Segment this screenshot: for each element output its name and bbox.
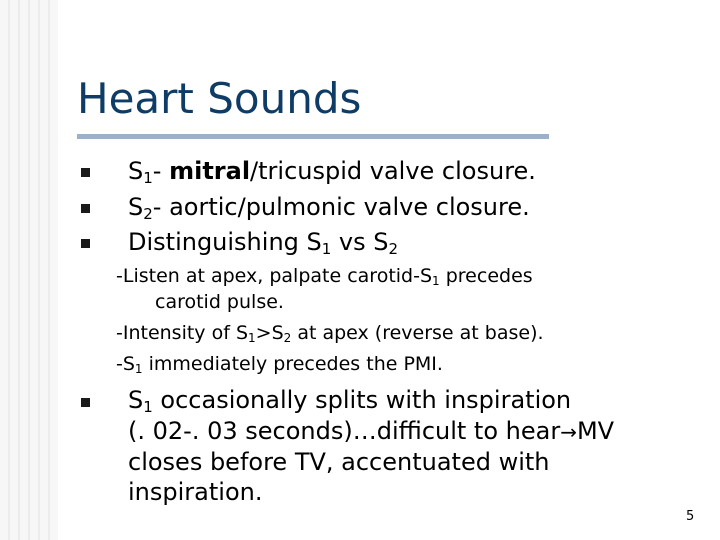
- bold-term: mitral: [169, 157, 251, 185]
- subscript: 1: [321, 240, 332, 258]
- subscript: 1: [248, 331, 256, 345]
- bullet-s1-mitral: [128, 156, 536, 186]
- bullet-text: S: [128, 157, 144, 185]
- bullet-square-icon: [81, 398, 90, 407]
- bullet-text: - aortic/pulmonic valve closure.: [152, 193, 530, 221]
- bullet-text: S: [128, 386, 144, 414]
- bullet-s1-splits-line4: inspiration.: [128, 478, 263, 506]
- detail-precedes-pmi: [116, 351, 443, 378]
- bullet-s1-splits-line3: closes before TV, accentuated with: [128, 448, 550, 476]
- bullet-square-icon: [81, 204, 90, 213]
- bullet-s2-aortic: [128, 192, 530, 222]
- subscript: 1: [143, 169, 153, 187]
- bullet-square-icon: [81, 239, 90, 248]
- detail-text: precedes: [439, 265, 533, 287]
- bullet-text: -: [152, 157, 170, 185]
- detail-intensity: [116, 320, 544, 347]
- subscript: 2: [143, 205, 153, 223]
- bullet-text: vs S: [331, 228, 389, 256]
- detail-text: -Intensity of S: [116, 322, 249, 344]
- subscript: 2: [283, 331, 292, 345]
- page-number: 5: [686, 509, 695, 524]
- detail-text: immediately precedes the PMI.: [142, 353, 443, 375]
- subscript: 2: [388, 240, 399, 258]
- arrow-right-icon: →: [560, 420, 577, 444]
- subscript: 1: [143, 398, 153, 416]
- detail-text: >S: [255, 322, 284, 344]
- subscript: 1: [432, 274, 440, 288]
- bullet-text: (. 02-. 03 seconds)…difficult to hear: [128, 417, 561, 445]
- detail-text: at apex (reverse at base).: [291, 322, 544, 344]
- detail-text: -Listen at apex, palpate carotid-S: [116, 265, 433, 287]
- bullet-text: Distinguishing S: [128, 228, 322, 256]
- detail-text: -S: [116, 353, 135, 375]
- bullet-s1-splits-line2: [128, 416, 614, 447]
- bullet-text: /tricuspid valve closure.: [250, 157, 536, 185]
- title-underline: [77, 134, 549, 139]
- bullet-text: S: [128, 193, 144, 221]
- bullet-square-icon: [81, 168, 90, 177]
- bullet-s1-splits-line1: [128, 385, 571, 415]
- bullet-distinguishing: [128, 227, 398, 257]
- slide-title: Heart Sounds: [77, 74, 362, 123]
- subscript: 1: [134, 362, 143, 376]
- bullet-text: MV: [576, 417, 615, 445]
- detail-carotid-pulse: carotid pulse.: [155, 291, 284, 313]
- bullet-text: occasionally splits with inspiration: [152, 386, 572, 414]
- detail-listen-apex: [116, 263, 533, 290]
